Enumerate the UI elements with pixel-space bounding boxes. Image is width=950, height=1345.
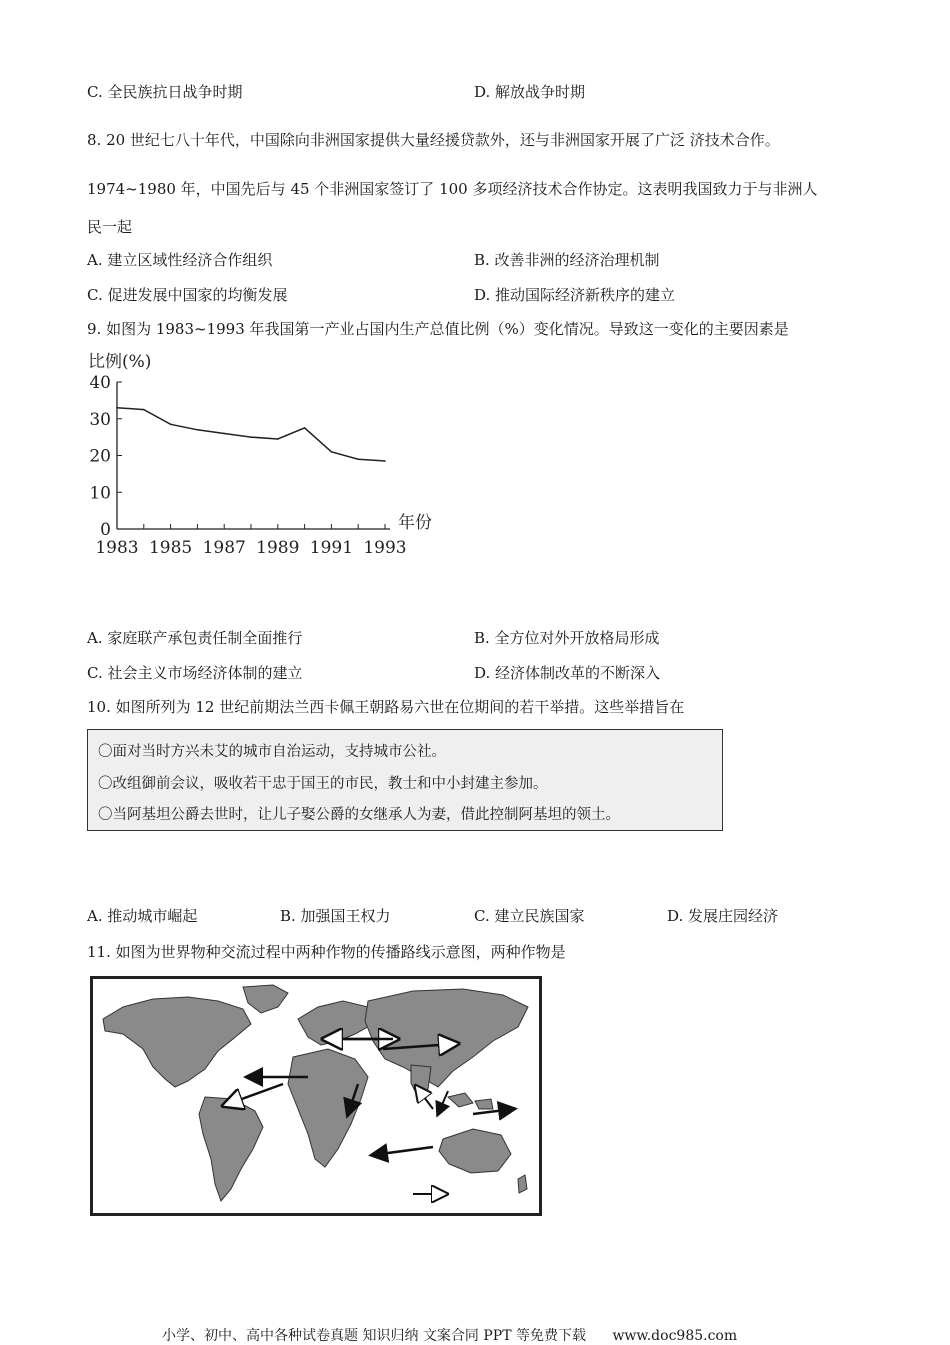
x-tick-label: 1989 [256, 538, 300, 558]
q10-option-a[interactable]: A. 推动城市崛起 [87, 907, 198, 925]
q8-option-b[interactable]: B. 改善非洲的经济治理机制 [474, 251, 660, 269]
chart-data-point [197, 429, 199, 431]
chart-data-point [170, 423, 172, 425]
q10-stem: 10. 如图所列为 12 世纪前期法兰西卡佩王朝路易六世在位期间的若干举措。这些举措旨在 [87, 698, 685, 716]
chart-ylabel: 比例(%) [88, 352, 152, 372]
q10-option-c[interactable]: C. 建立民族国家 [474, 907, 585, 925]
y-tick-label: 40 [89, 373, 111, 393]
chart-data-point [304, 427, 306, 429]
chart-data-point [116, 407, 118, 409]
islands-shape [448, 1093, 493, 1109]
africa-shape [288, 1049, 368, 1167]
y-tick-label: 0 [100, 520, 111, 540]
q9-option-d[interactable]: D. 经济体制改革的不断深入 [474, 664, 661, 682]
x-tick-label: 1991 [309, 538, 354, 558]
q10-box-line: 〇改组御前会议，吸收若干忠于国王的市民，教士和中小封建主参加。 [98, 776, 548, 792]
q8-stem-line3: 民一起 [87, 218, 133, 236]
route-arrow [473, 1109, 513, 1114]
footer-text: 小学、初中、高中各种试卷真题 知识归纳 文案合同 PPT 等免费下载 [162, 1328, 586, 1344]
south-america-shape [199, 1097, 263, 1201]
chart-xlabel: 年份 [398, 513, 432, 533]
chart-data-point [143, 409, 145, 411]
q8-option-d[interactable]: D. 推动国际经济新秩序的建立 [474, 286, 676, 304]
y-tick-label: 10 [89, 483, 111, 504]
x-tick-label: 1985 [148, 538, 193, 558]
q10-option-b[interactable]: B. 加强国王权力 [280, 907, 391, 925]
x-tick-label: 1987 [202, 538, 246, 558]
route-arrow [438, 1091, 448, 1114]
route-arrow [228, 1084, 283, 1104]
q10-measures-box [87, 729, 723, 831]
new-zealand-shape [518, 1175, 527, 1193]
q8-stem-line1: 8. 20 世纪七八十年代，中国除向非洲国家提供大量经援贷款外，还与非洲国家开展了广泛 济技术合作。 [87, 131, 780, 149]
q10-box-line: 〇当阿基坦公爵去世时，让儿子娶公爵的女继承人为妻，借此控制阿基坦的领土。 [98, 807, 620, 823]
q7-option-c[interactable]: C. 全民族抗日战争时期 [87, 83, 243, 101]
q9-option-a[interactable]: A. 家庭联产承包责任制全面推行 [87, 629, 303, 647]
x-tick-label: 1983 [95, 538, 139, 558]
north-america-shape [103, 997, 251, 1087]
chart-data-point [250, 436, 252, 438]
australia-shape [439, 1129, 511, 1173]
q9-option-b[interactable]: B. 全方位对外开放格局形成 [474, 629, 660, 647]
greenland-shape [243, 985, 288, 1013]
world-map-illustration [93, 979, 539, 1213]
q10-option-d[interactable]: D. 发展庄园经济 [667, 907, 779, 925]
q9-stem: 9. 如图为 1983~1993 年我国第一产业占国内生产总值比例（%）变化情况。导致这一变化的主要因素是 [87, 320, 789, 338]
x-tick-label: 1993 [363, 538, 407, 558]
page-footer [162, 1325, 759, 1345]
q9-option-c[interactable]: C. 社会主义市场经济体制的建立 [87, 664, 303, 682]
q8-stem-line2: 1974~1980 年，中国先后与 45 个非洲国家签订了 100 多项经济技术合作协定。这表明我国致力于与非洲人 [87, 180, 818, 198]
q10-box-line: 〇面对当时方兴未艾的城市自治运动，支持城市公社。 [98, 744, 446, 760]
footer-site-link[interactable]: www.doc985.com [612, 1328, 738, 1344]
chart-data-point [223, 433, 225, 435]
chart-data-point [277, 438, 279, 440]
q11-world-map [90, 976, 542, 1216]
q8-option-c[interactable]: C. 促进发展中国家的均衡发展 [87, 286, 288, 304]
chart-data-point [331, 451, 333, 453]
q7-option-d[interactable]: D. 解放战争时期 [474, 83, 586, 101]
chart-series-line [117, 408, 385, 461]
y-tick-label: 20 [89, 446, 111, 467]
q9-line-chart [80, 345, 460, 565]
y-tick-label: 30 [89, 409, 111, 430]
q11-stem: 11. 如图为世界物种交流过程中两种作物的传播路线示意图，两种作物是 [87, 943, 566, 961]
q8-option-a[interactable]: A. 建立区域性经济合作组织 [87, 251, 273, 269]
chart-data-point [357, 458, 359, 460]
route-arrow [373, 1147, 433, 1155]
chart-data-point [384, 460, 386, 462]
